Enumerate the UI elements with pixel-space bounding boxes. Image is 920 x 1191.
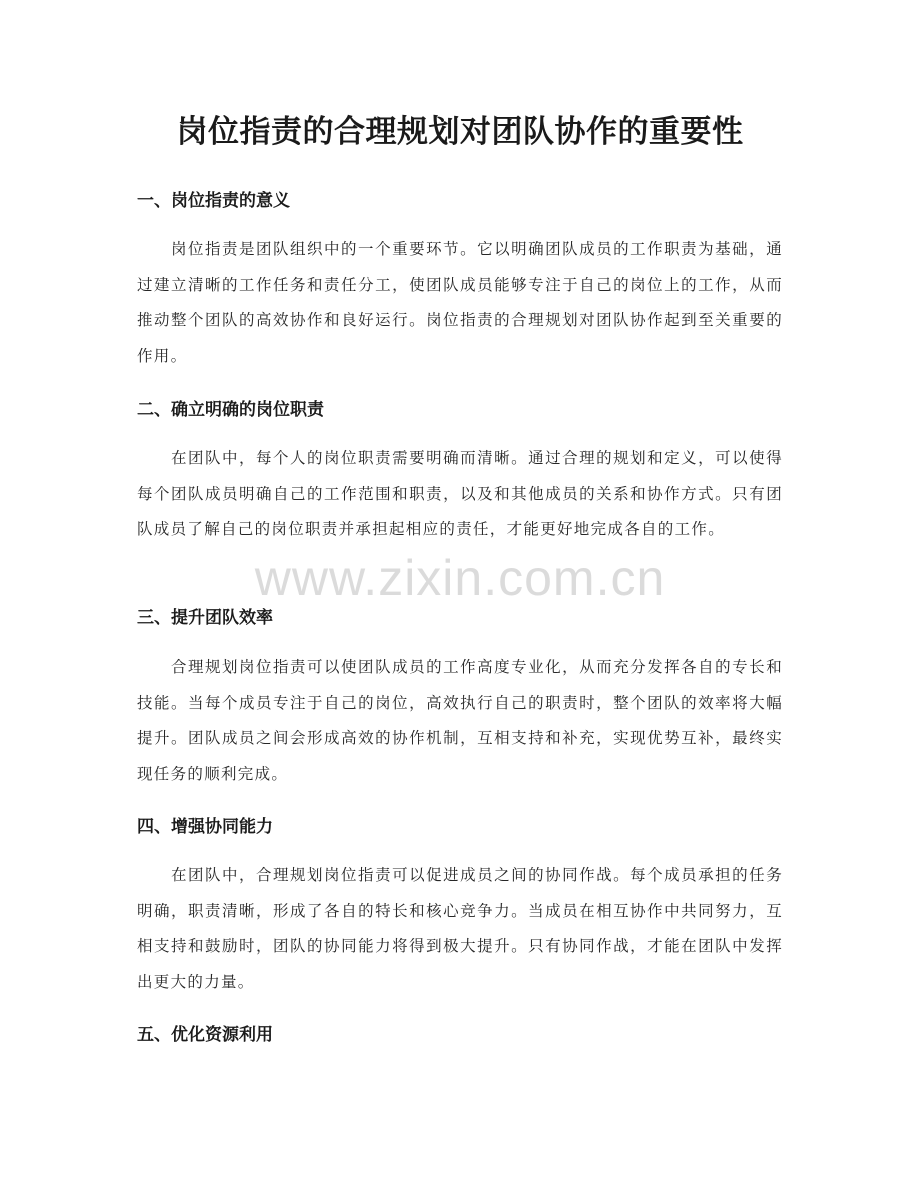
section-body-2: 在团队中，每个人的岗位职责需要明确而清晰。通过合理的规划和定义，可以使得每个团队成员明确自己的工作范围和职责，以及和其他成员的关系和协作方式。只有团队成员了解自己的岗位职责并承担起相应的责任，才能更好地完成各自的工作。 [137, 449, 783, 538]
document-title: 岗位指责的合理规划对团队协作的重要性 [176, 114, 744, 150]
section-heading-3: 三、提升团队效率 [137, 608, 273, 628]
section-body-1: 岗位指责是团队组织中的一个重要环节。它以明确团队成员的工作职责为基础，通过建立清晰的工作任务和责任分工，使团队成员能够专注于自己的岗位上的工作，从而推动整个团队的高效协作和良好运行。岗位指责的合理规划对团队协作起到至关重要的作用。 [137, 240, 783, 365]
section-body-3: 合理规划岗位指责可以使团队成员的工作高度专业化，从而充分发挥各自的专长和技能。当每个成员专注于自己的岗位，高效执行自己的职责时，整个团队的效率将大幅提升。团队成员之间会形成高效的协作机制，互相支持和补充，实现优势互补，最终实现任务的顺利完成。 [137, 658, 783, 783]
section-heading-4: 四、增强协同能力 [137, 817, 273, 837]
section-body-4: 在团队中，合理规划岗位指责可以促进成员之间的协同作战。每个成员承担的任务明确，职责清晰，形成了各自的特长和核心竞争力。当成员在相互协作中共同努力，互相支持和鼓励时，团队的协同能力将得到极大提升。只有协同作战，才能在团队中发挥出更大的力量。 [137, 866, 783, 991]
section-heading-2: 二、确立明确的岗位职责 [137, 400, 324, 420]
watermark: www.zixin.com.cn [254, 550, 666, 606]
section-heading-1: 一、岗位指责的意义 [137, 191, 290, 211]
section-heading-5: 五、优化资源利用 [137, 1025, 273, 1045]
